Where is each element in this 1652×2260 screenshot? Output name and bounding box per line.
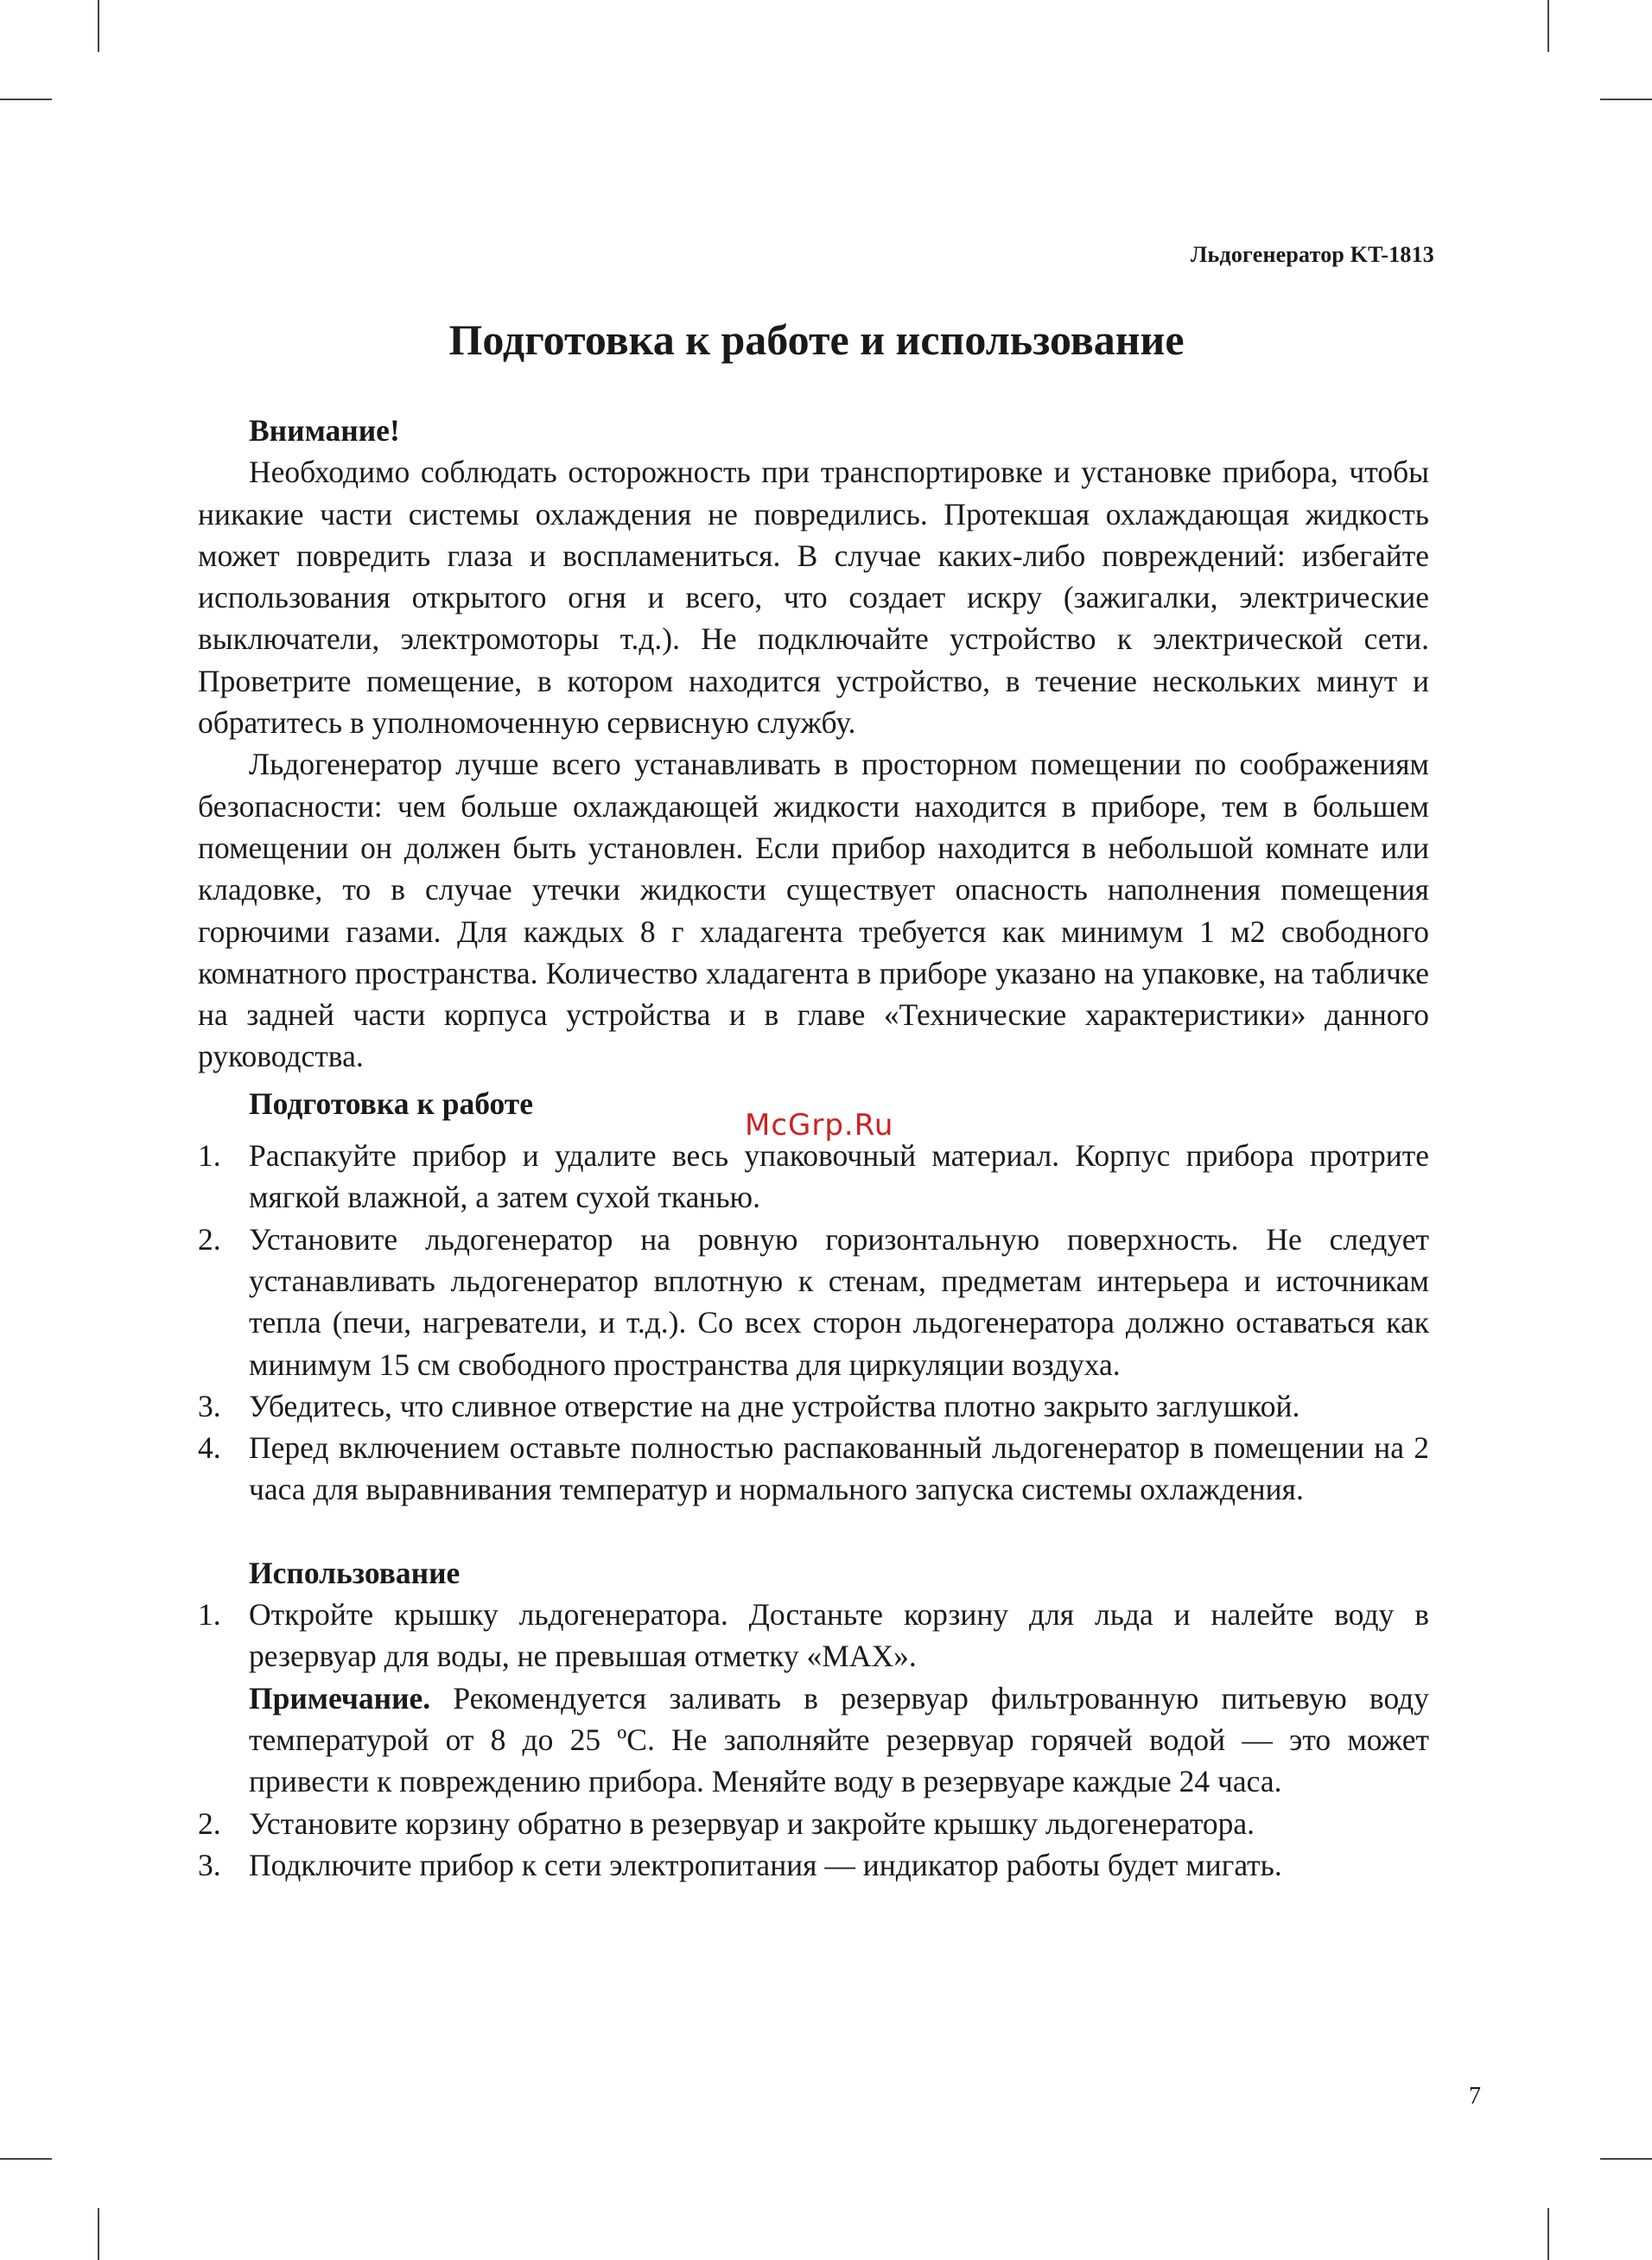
list-item [198,1219,1429,1385]
preparation-heading: Подготовка к работе [249,1085,533,1121]
item-number: 1. [198,1597,221,1633]
warning-paragraph: Льдогенератор лучше всего устанавливать в просторном помещении по соображениям безопасности: чем больше охлаждающей жидкости находится в приборе, тем в большем помещении он должен быть установлен. Если прибор находится в небольшой комнате или кладовке, то в случае утечки жидкости существует опасность наполнения помещения горючими газами. Для каждых 8 г хладагента требуется как минимум 1 м2 свободного комнатного пространства. Количество хладагента в приборе указано на упаковке, на табличке на задней части корпуса устройства и в главе «Технические характеристики» данного руководства. [198,747,1429,1074]
crop-mark-bottom-right [1547,2208,1549,2260]
list-item [198,1135,1429,1219]
item-number: 1. [198,1138,221,1174]
item-text: Распакуйте прибор и удалите весь упаковочный материал. Корпус прибора протрите мягкой влажной, а затем сухой тканью. [249,1138,1429,1215]
crop-mark-top-right [1547,0,1549,52]
item-text: Перед включением оставьте полностью распакованный льдогенератор в помещении на 2 часа для выравнивания температур и нормального запуска системы охлаждения. [249,1430,1429,1507]
page-number: 7 [1469,2083,1481,2110]
list-item [198,1427,1429,1511]
usage-list [198,1594,1429,1886]
item-number: 3. [198,1847,221,1882]
crop-mark-left-top [0,99,52,100]
document-body [198,410,1429,1886]
item-text: Откройте крышку льдогенератора. Достаньте корзину для льда и налейте воду в резервуар для воды, не превышая отметку «MAX». [249,1597,1429,1674]
item-text: Убедитесь, что сливное отверстие на дне устройства плотно закрыто заглушкой. [249,1388,1300,1423]
crop-mark-left-bottom [0,2158,52,2160]
item-text: Установите льдогенератор на ровную горизонтальную поверхность. Не следует устанавливать льдогенератор вплотную к стенам, предметам интерьера и источникам тепла (печи, нагреватели, и т.д.). Со всех сторон льдогенератора должно оставаться как минимум 15 см свободного пространства для циркуляции воздуха. [249,1221,1429,1382]
note-label: Примечание. [249,1680,431,1716]
item-number: 3. [198,1388,221,1423]
warning-heading: Внимание! [249,413,400,448]
crop-mark-right-bottom [1600,2158,1652,2160]
running-head: Льдогенератор KT-1813 [1190,242,1434,267]
note-text: Рекомендуется заливать в резервуар фильтрованную питьевую воду температурой от 8 до 25 ºС. Не заполняйте резервуар горячей водой — это может привести к повреждению прибора. Меняйте воду в резервуаре каждые 24 часа. [249,1680,1429,1799]
preparation-list [198,1135,1429,1511]
list-item [198,1844,1429,1886]
list-item [198,1594,1429,1802]
crop-mark-bottom-left [98,2208,99,2260]
crop-mark-right-top [1600,99,1652,100]
note [249,1677,1429,1803]
item-number: 4. [198,1430,221,1466]
item-text: Подключите прибор к сети электропитания — индикатор работы будет мигать. [249,1847,1282,1882]
usage-heading: Использование [249,1555,461,1590]
item-text: Установите корзину обратно в резервуар и закройте крышку льдогенератора. [249,1805,1255,1841]
list-item [198,1803,1429,1844]
crop-mark-top-left [98,0,99,52]
watermark: McGrp.Ru [745,1108,894,1143]
page-title: Подготовка к работе и использование [448,315,1185,364]
item-number: 2. [198,1221,221,1257]
list-item [198,1385,1429,1427]
item-number: 2. [198,1805,221,1841]
warning-paragraph: Необходимо соблюдать осторожность при транспортировке и установке прибора, чтобы никакие части системы охлаждения не повредились. Протекшая охлаждающая жидкость может повредить глаза и воспламениться. В случае каких-либо повреждений: избегайте использования открытого огня и всего, что создает искру (зажигалки, электрические выключатели, электромоторы т.д.). Не подключайте устройство к электрической сети. Проветрите помещение, в котором находится устройство, в течение нескольких минут и обратитесь в уполномоченную сервисную службу. [198,455,1429,741]
